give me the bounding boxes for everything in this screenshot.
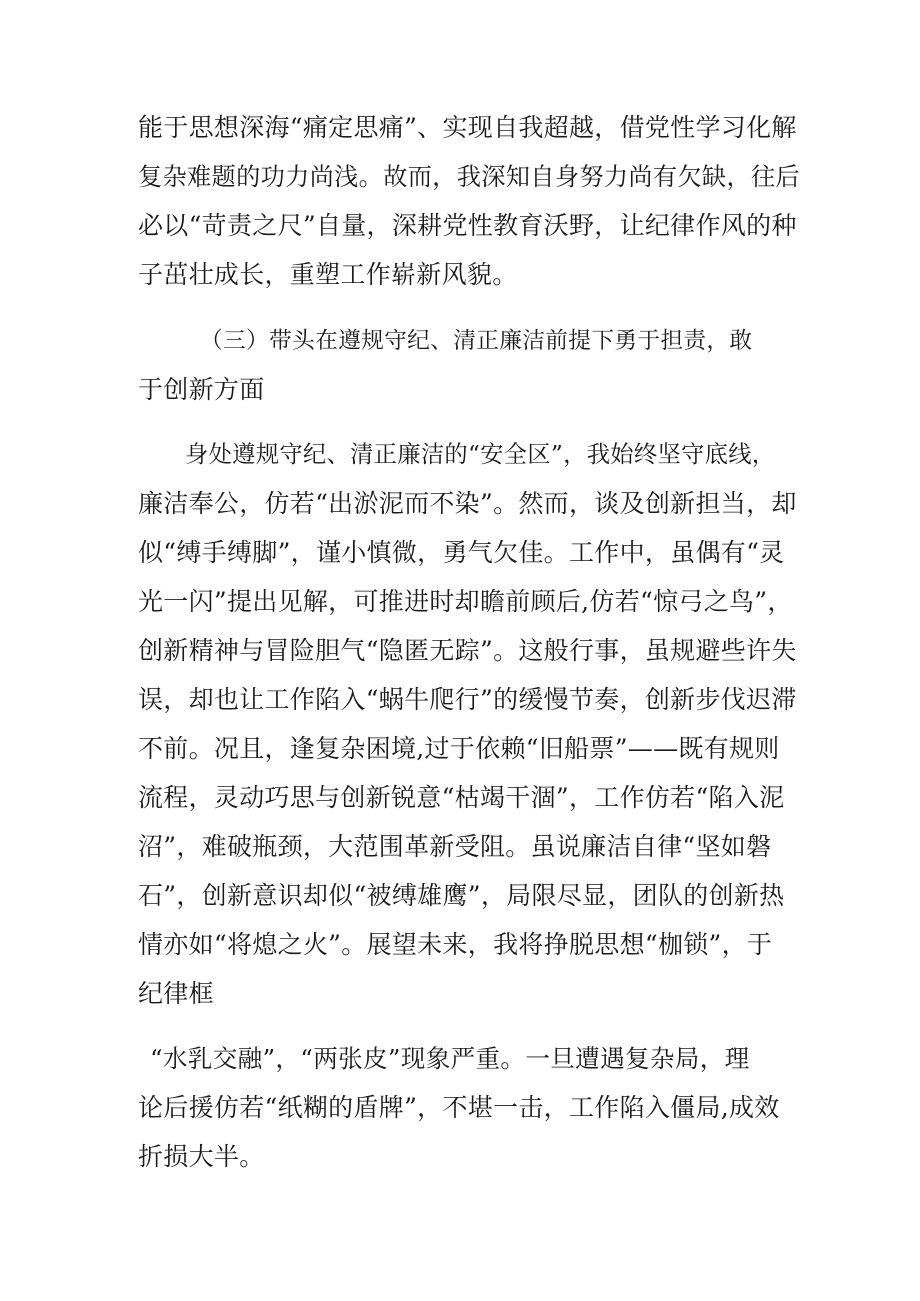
paragraph-1-line-4: 子茁壮成长，重塑工作崭新风貌。 xyxy=(138,260,518,289)
paragraph-3-line-10: 石”，创新意识却似“被缚雄鹰”，局限尽显，团队的创新热 xyxy=(138,881,785,910)
paragraph-1-line-1: 能于思想深海“痛定思痛”、实现自我超越，借党性学习化解 xyxy=(138,113,797,142)
paragraph-3-line-7: 不前。况且，逢复杂困境,过于依赖“旧船票”——既有规则 xyxy=(138,734,780,763)
paragraph-1-line-2: 复杂难题的功力尚浅。故而，我深知自身努力尚有欠缺，往后 xyxy=(138,163,801,191)
paragraph-4-line-3: 折损大半。 xyxy=(138,1142,265,1171)
paragraph-3-line-3: 似“缚手缚脚”，谨小慎微，勇气欠佳。工作中，虽偶有“灵 xyxy=(138,538,785,567)
paragraph-3-line-8: 流程，灵动巧思与创新锐意“枯竭干涸”，工作仿若“陷入泥 xyxy=(138,783,785,812)
section-heading-line-2: 于创新方面 xyxy=(138,375,265,404)
paragraph-3-line-11: 情亦如“将熄之火”。展望未来，我将挣脱思想“枷锁”，于 xyxy=(138,930,773,959)
paragraph-3-line-5: 创新精神与冒险胆气“隐匿无踪”。这般行事，虽规避些许失 xyxy=(138,636,797,665)
paragraph-3-line-6: 误，却也让工作陷入“蜗牛爬行”的缓慢节奏，创新步伐迟滞 xyxy=(138,685,797,714)
paragraph-3-line-2: 廉洁奉公，仿若“出淤泥而不染”。然而，谈及创新担当，却 xyxy=(138,489,797,518)
paragraph-3-line-9: 沼”，难破瓶颈，大范围革新受阻。虽说廉洁自律“坚如磐 xyxy=(138,832,772,861)
paragraph-3-line-12: 纪律框 xyxy=(138,979,214,1008)
paragraph-3-line-1: 身处遵规守纪、清正廉洁的“安全区”，我始终坚守底线， xyxy=(185,441,776,468)
paragraph-4-line-2: 论后援仿若“纸糊的盾牌”，不堪一击，工作陷入僵局,成效 xyxy=(138,1093,780,1122)
paragraph-1-line-3: 必以“苛责之尺”自量，深耕党性教育沃野，让纪律作风的种 xyxy=(138,211,797,240)
paragraph-4-line-1: “水乳交融”，“两张皮”现象严重。一旦遭遇复杂局，理 xyxy=(150,1044,750,1073)
section-heading-line-1: （三）带头在遵规守纪、清正廉洁前提下勇于担责，敢 xyxy=(200,328,753,354)
paragraph-3-line-4: 光一闪”提出见解，可推进时却瞻前顾后,仿若“惊弓之鸟”， xyxy=(138,587,793,616)
